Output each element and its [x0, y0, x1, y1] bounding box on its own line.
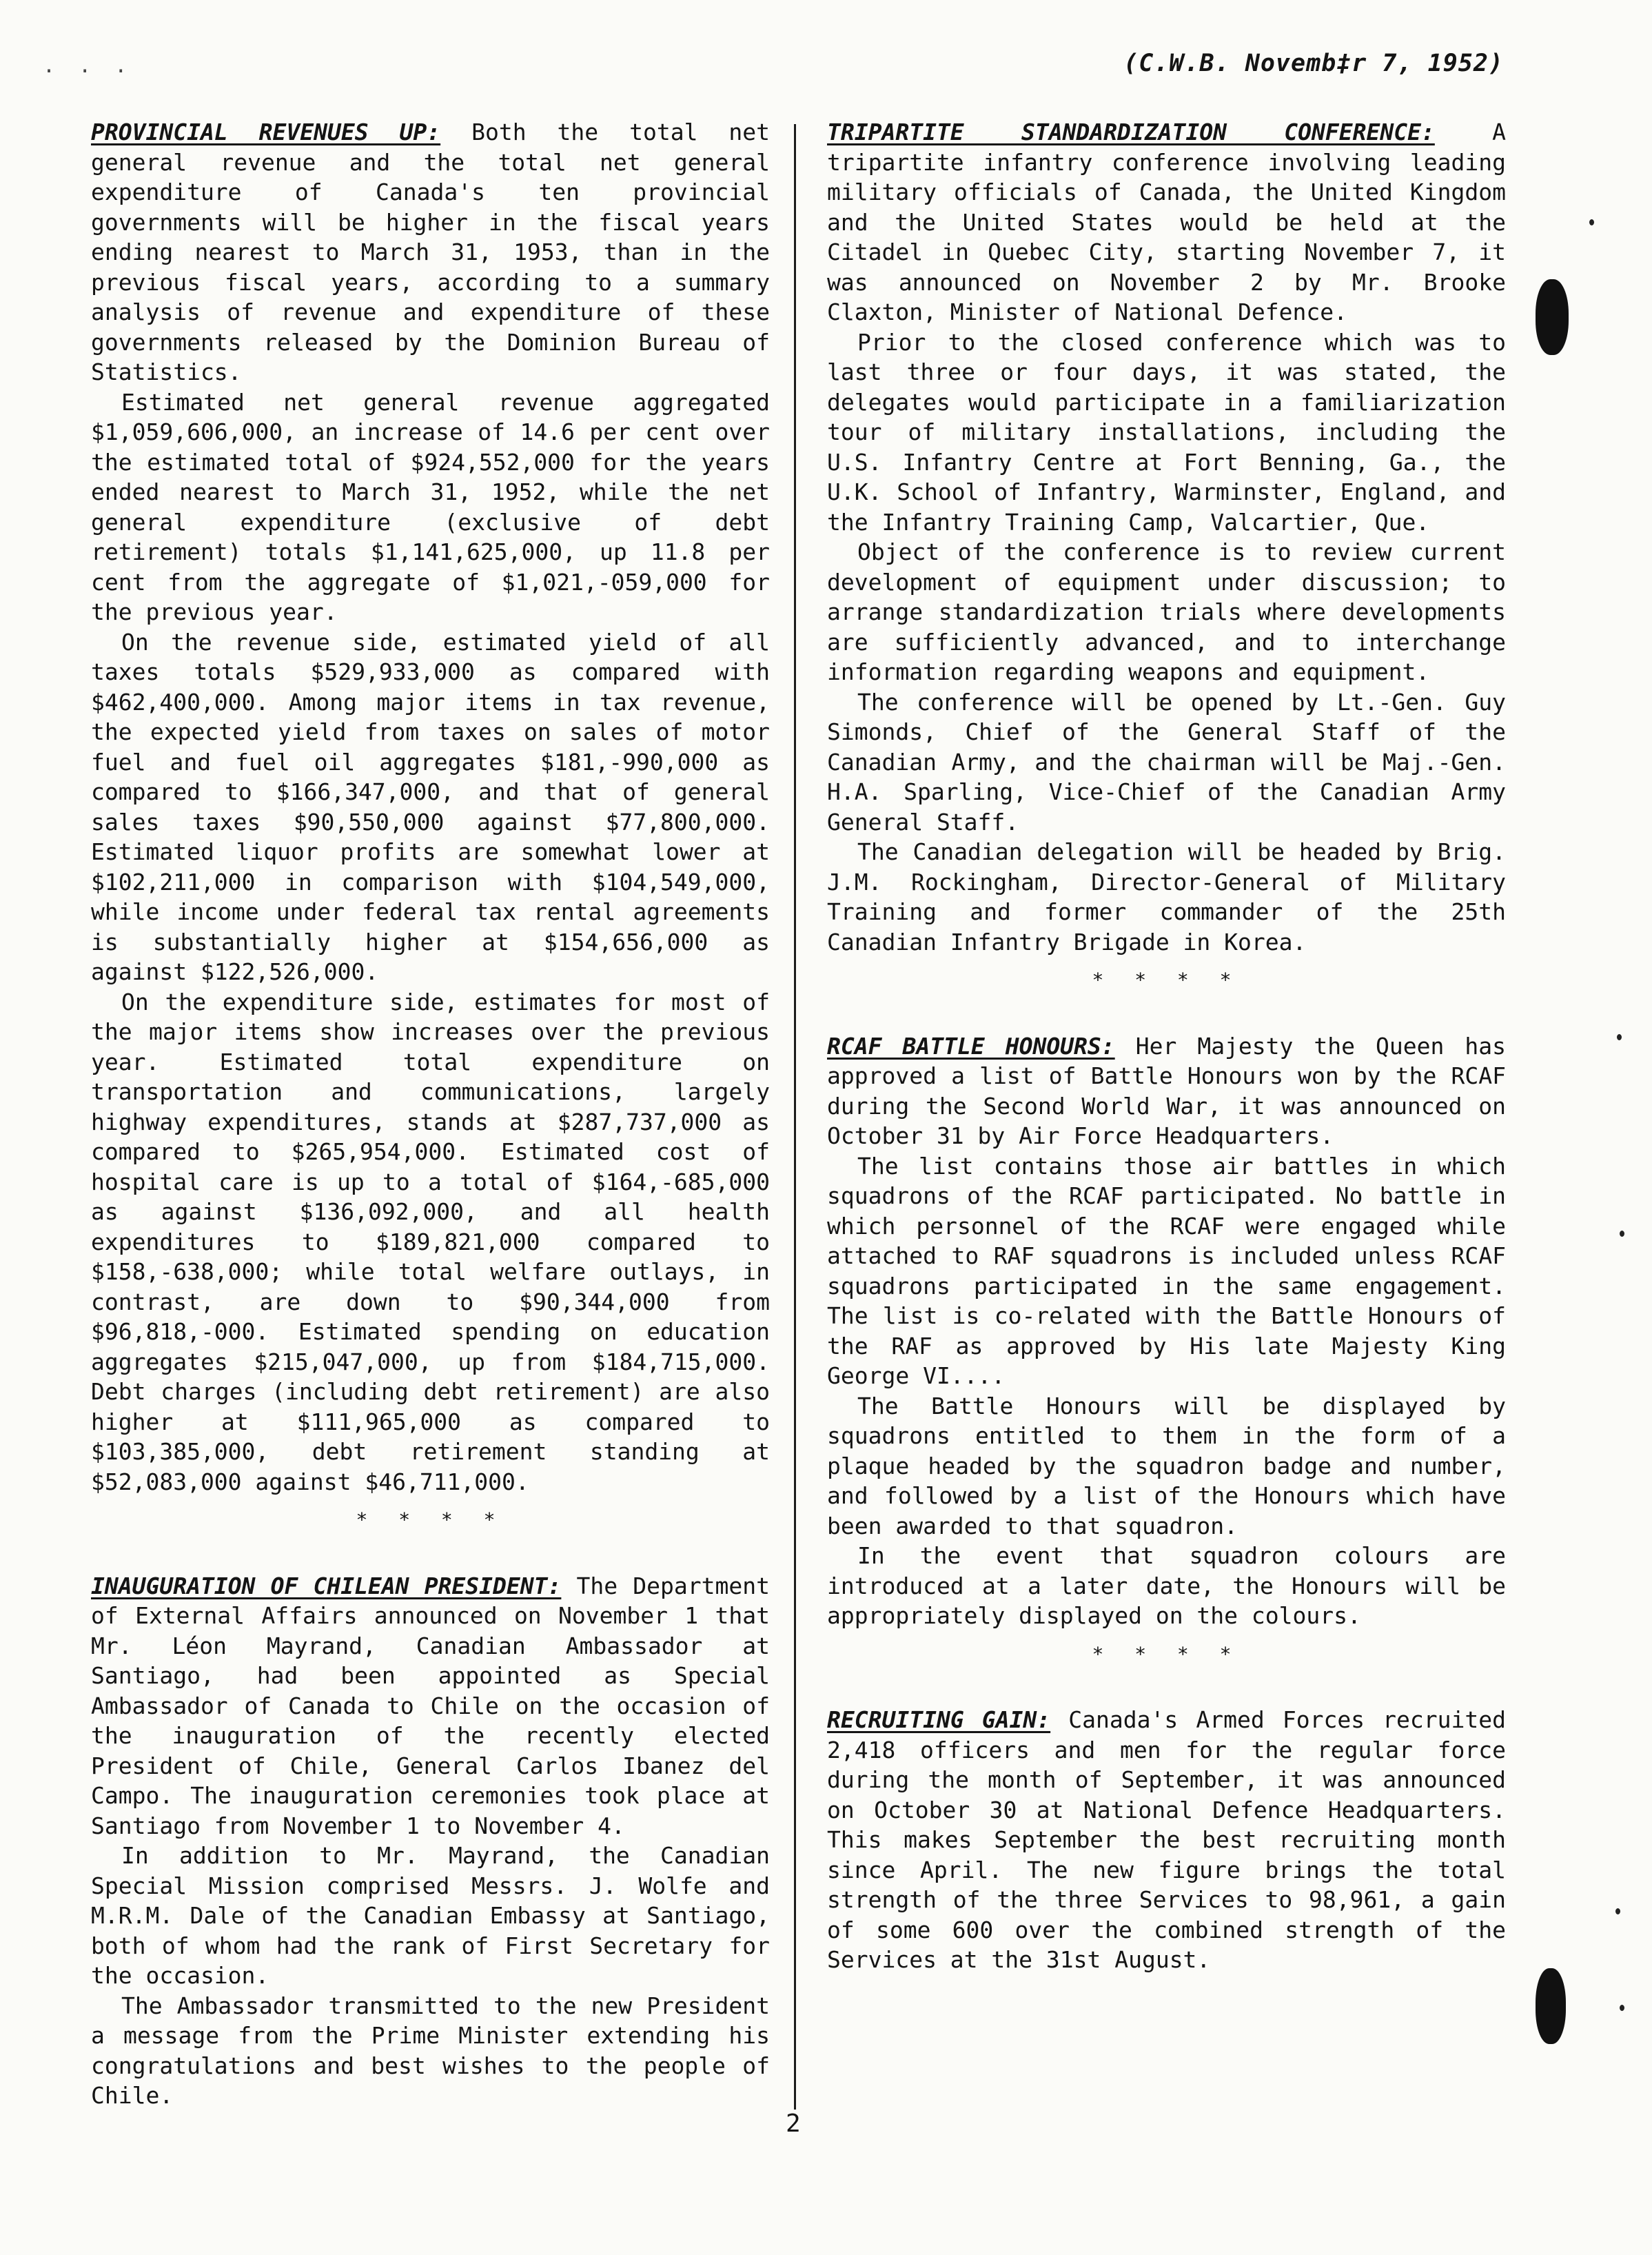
bulletin-header: (C.W.B. Novemb‡r 7, 1952): [1123, 50, 1504, 77]
article-paragraph: In the event that squadron colours are introduced at a later date, the Honours will be appropriately displayed on the colours.: [827, 1542, 1506, 1629]
article-heading: RECRUITING GAIN:: [827, 1706, 1051, 1733]
article-rcaf-battle-honours: [827, 1031, 1506, 1631]
corner-mark: . . .: [43, 54, 133, 78]
scan-speck: [1615, 1908, 1620, 1914]
article-paragraph: The Battle Honours will be displayed by squadrons entitled to them in the form of a plaque headed by the squadron badge and number, and followed by a list of the Honours which have been awarded to that squadron.: [827, 1392, 1506, 1539]
article-heading: RCAF BATTLE HONOURS:: [827, 1032, 1115, 1060]
article-recruiting-gain: [827, 1705, 1506, 1975]
article-paragraph: Object of the conference is to review current development of equipment under discussion; to arrange standardization trials where developments are sufficiently advanced, and to interchange information regarding weapons and equipment.: [827, 538, 1506, 685]
scan-speck: [1620, 2005, 1624, 2011]
article-chilean-president: [91, 1571, 770, 2111]
article-lead-text: Both the total net general revenue and the total net general expenditure of Canada's ten provincial governments will be higher in the fiscal years ending nearest to March 31, 1953, than in the previous fiscal years, according to a summary analysis of revenue and expenditure of these governments released by the Dominion Bureau of Statistics.: [91, 119, 770, 385]
article-heading: INAUGURATION OF CHILEAN PRESIDENT:: [91, 1572, 562, 1599]
section-separator: * * * *: [356, 1508, 505, 1531]
article-paragraph: [827, 1705, 1506, 1975]
article-heading: TRIPARTITE STANDARDIZATION CONFERENCE:: [827, 119, 1435, 145]
article-lead-text: The Department of External Affairs announced on November 1 that Mr. Léon Mayrand, Canadian Ambassador at Santiago, had been appointed as Special Ambassador of Canada to Chile on the occasion of the inauguration of the recently elected President of Chile, General Carlos Ibanez del Campo. The inauguration ceremonies took place at Santiago from November 1 to November 4.: [91, 1572, 770, 1839]
article-paragraph: The Ambassador transmitted to the new President a message from the Prime Minister extending his congratulations and best wishes to the people of Chile.: [91, 1992, 770, 2109]
article-tripartite-conference: [827, 117, 1506, 957]
article-paragraph: [91, 1571, 770, 1841]
scan-speck: [1617, 1034, 1622, 1040]
article-paragraph: On the expenditure side, estimates for most of the major items show increases over the previous year. Estimated total expenditure on transportation and communications, largely highway expenditures, stands at $287,737,000 as compared to $265,954,000. Estimated cost of hospital care is up to a total of $164,-685,000 as against $136,092,000, and all health expenditures to $189,821,000 compared to $158,-638,000; while total welfare outlays, in contrast, are down to $90,344,000 from $96,818,-000. Estimated spending on education aggregates $215,047,000, up from $184,715,000. Debt charges (including debt retirement) are also higher at $111,965,000 as compared to $103,385,000, debt retirement standing at $52,083,000 against $46,711,000.: [91, 988, 770, 1495]
scan-speck: [1620, 1231, 1624, 1237]
column-divider: [794, 124, 796, 2110]
article-heading: PROVINCIAL REVENUES UP:: [91, 119, 441, 145]
article-paragraph: In addition to Mr. Mayrand, the Canadian Special Mission comprised Messrs. J. Wolfe and M.R.M. Dale of the Canadian Embassy at Santiago, both of whom had the rank of First Secretary for the occasion.: [91, 1842, 770, 1989]
article-provincial-revenues: [91, 117, 770, 1497]
article-paragraph: [827, 117, 1506, 327]
article-paragraph: [827, 1031, 1506, 1151]
article-paragraph: The Canadian delegation will be headed by Brig. J.M. Rockingham, Director-General of Military Training and former commander of the 25th Canadian Infantry Brigade in Korea.: [827, 838, 1506, 955]
scan-speck: [1589, 219, 1594, 225]
section-separator: * * * *: [1092, 1642, 1241, 1666]
article-paragraph: On the revenue side, estimated yield of all taxes totals $529,933,000 as compared with $462,400,000. Among major items in tax revenue, the expected yield from taxes on sales of motor fuel and fuel oil aggregates $181,-990,000 as compared to $166,347,000, and that of general sales taxes $90,550,000 against $77,800,000. Estimated liquor profits are somewhat lower at $102,211,000 in comparison with $104,549,000, while income under federal tax rental agreements is substantially higher at $154,656,000 as against $122,526,000.: [91, 628, 770, 985]
article-paragraph: [91, 117, 770, 387]
article-paragraph: The list contains those air battles in which squadrons of the RCAF participated. No battle in which personnel of the RCAF were engaged while attached to RAF squadrons is included unless RCAF squadrons participated in the same engagement. The list is co-related with the Battle Honours of the RAF as approved by His late Majesty King George VI....: [827, 1152, 1506, 1389]
article-paragraph: The conference will be opened by Lt.-Gen. Guy Simonds, Chief of the General Staff of the Canadian Army, and the chairman will be Maj.-Gen. H.A. Sparling, Vice-Chief of the Canadian Army General Staff.: [827, 688, 1506, 836]
punch-hole-mark: [1536, 279, 1569, 355]
article-lead-text: A tripartite infantry conference involving leading military officials of Canada, the United Kingdom and the United States would be held at the Citadel in Quebec City, starting November 7, it was announced on November 2 by Mr. Brooke Claxton, Minister of National Defence.: [827, 119, 1506, 325]
article-lead-text: Her Majesty the Queen has approved a list of Battle Honours won by the RCAF during the Second World War, it was announced on October 31 by Air Force Headquarters.: [827, 1032, 1507, 1149]
article-lead-text: Canada's Armed Forces recruited 2,418 officers and men for the regular force during the month of September, it was announced on October 30 at National Defence Headquarters. This makes September the best recruiting month since April. The new figure brings the total strength of the three Services to 98,961, a gain of some 600 over the combined strength of the Services at the 31st August.: [827, 1706, 1506, 1973]
page-number: 2: [786, 2110, 801, 2138]
right-column: [827, 117, 1506, 1982]
article-paragraph: Prior to the closed conference which was to last three or four days, it was stated, the delegates would participate in a familiarization tour of military installations, including the U.S. Infantry Centre at Fort Benning, Ga., the U.K. School of Infantry, Warminster, England, and the Infantry Training Camp, Valcartier, Que.: [827, 328, 1506, 536]
article-paragraph: Estimated net general revenue aggregated $1,059,606,000, an increase of 14.6 per cent over the estimated total of $924,552,000 for the years ended nearest to March 31, 1952, while the net general expenditure (exclusive of debt retirement) totals $1,141,625,000, up 11.8 per cent from the aggregate of $1,021,-059,000 for the previous year.: [91, 388, 770, 625]
punch-hole-mark: [1536, 1968, 1566, 2044]
left-column: [91, 117, 770, 2118]
section-separator: * * * *: [1092, 969, 1241, 991]
